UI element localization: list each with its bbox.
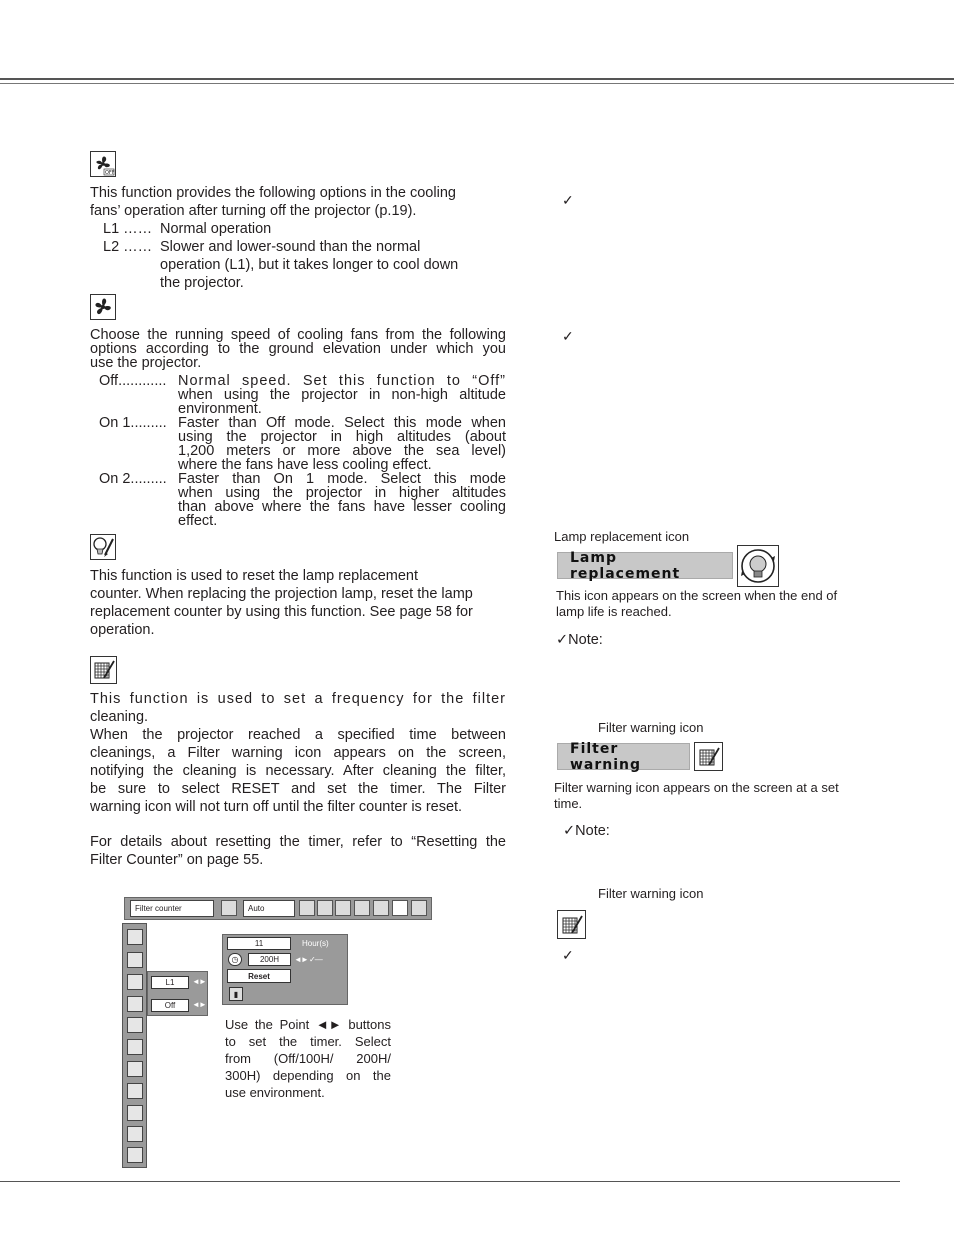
osd-tab-icon[interactable] [373, 900, 389, 916]
fan-icon [90, 294, 116, 320]
header-rule-thin [0, 83, 954, 84]
fan-option-desc: Slower and lower-sound than the normal operation (L1), but it takes longer to cool down the projector. [160, 239, 459, 291]
exit-icon[interactable]: ▮ [229, 987, 243, 1001]
note-heading-2: ✓Note: [563, 823, 610, 839]
osd-side-icon[interactable] [127, 1017, 143, 1033]
osd-tab-icon[interactable] [317, 900, 333, 916]
osd-menu-value: Auto [243, 900, 295, 917]
osd-side-icon[interactable] [127, 929, 143, 945]
filter-description: This function is used to set a frequency for the filter cleaning. When the projector reached a specified time between cleanings, a Filter warning icon appears on the screen, notifying the cleaning is necessary. After cleaning the filter, be sure to select RESET and set the timer. The Filter warning icon will not turn off until the filter counter is reset. [90, 691, 506, 815]
altitude-option-key: On 2......... [99, 471, 167, 487]
check-mark: ✓ [562, 192, 574, 208]
osd-fan-value[interactable]: L1 [151, 976, 189, 989]
filter-details: For details about resetting the timer, refer to “Resetting the Filter Counter” on page 55. [90, 834, 506, 868]
lamp-counter-icon [90, 534, 116, 560]
filter-icon [90, 656, 117, 684]
osd-timer-value[interactable]: 200H [248, 953, 291, 966]
fan-control-description: This function provides the following options in the cooling fans’ operation after turning off the projector (p.19). [90, 185, 456, 219]
osd-side-icon[interactable] [127, 1105, 143, 1121]
osd-tab-icon[interactable] [335, 900, 351, 916]
osd-side-icon[interactable] [127, 1147, 143, 1163]
altitude-option-key: Off............ [99, 373, 167, 389]
osd-fan-arrows[interactable]: ◄► [192, 977, 206, 986]
filter-icon-label: Filter warning icon [598, 720, 704, 735]
filter-icon-label-2: Filter warning icon [598, 886, 704, 901]
filter-caption: Filter warning icon appears on the screen at a set time. [554, 780, 839, 811]
osd-altitude-value[interactable]: Off [151, 999, 189, 1012]
osd-altitude-arrows[interactable]: ◄► [192, 1000, 206, 1009]
filter-warning-icon [557, 910, 586, 939]
altitude-description: Choose the running speed of cooling fans from the following options according to the ground elevation under which you use the projector. [90, 327, 506, 371]
osd-side-icon[interactable] [127, 952, 143, 968]
header-rule [0, 78, 954, 80]
osd-mode-icon [221, 900, 237, 916]
svg-text:OFF: OFF [105, 170, 115, 176]
osd-side-icon[interactable] [127, 1126, 143, 1142]
osd-side-icon[interactable] [127, 1083, 143, 1099]
clock-icon: ◷ [228, 953, 242, 966]
osd-timer-arrows[interactable]: ◄► ✓— [294, 955, 322, 964]
osd-tab-icon-selected[interactable] [392, 900, 408, 916]
altitude-option-desc: Faster than On 1 mode. Select this mode when using the projector in higher altitudes than above where the fans have lesser cooling effect. [178, 471, 506, 529]
fan-option-desc: Normal operation [160, 221, 272, 237]
osd-side-icon[interactable] [127, 974, 143, 990]
fan-off-icon [90, 151, 116, 177]
osd-side-icon[interactable] [127, 1039, 143, 1055]
altitude-option-desc: Normal speed. Set this function to “Off” when using the projector in non-high altitude environment. [178, 373, 506, 417]
osd-side-icon[interactable] [127, 996, 143, 1012]
footer-rule [0, 1181, 900, 1182]
lamp-caption: This icon appears on the screen when the end of lamp life is reached. [556, 588, 838, 619]
altitude-option-desc: Faster than Off mode. Select this mode when using the projector in high altitudes (about 1,200 meters or more above the sea level) where the fans have less cooling effect. [178, 415, 506, 473]
fan-option-key: L2 …… [103, 239, 153, 255]
osd-hours-label: Hour(s) [302, 939, 329, 948]
osd-tab-icon[interactable] [411, 900, 427, 916]
osd-menu-title: Filter counter [130, 900, 214, 917]
filter-warning-banner: Filter warning [557, 743, 690, 770]
osd-tab-icon[interactable] [299, 900, 315, 916]
osd-reset-button[interactable]: Reset [227, 969, 291, 983]
fan-option-key: L1 …… [103, 221, 153, 237]
osd-side-icon[interactable] [127, 1061, 143, 1077]
osd-tab-icon[interactable] [354, 900, 370, 916]
altitude-option-key: On 1......... [99, 415, 167, 431]
lamp-replacement-banner: Lamp replacement [557, 552, 733, 579]
filter-warning-icon [694, 742, 723, 771]
osd-side-menu [122, 923, 147, 1168]
osd-caption: Use the Point ◄► buttons to set the timer. Select from (Off/100H/ 200H/ 300H) depending on the use environment. [225, 1017, 391, 1100]
lamp-replacement-icon [737, 545, 779, 587]
check-mark: ✓ [562, 947, 574, 963]
lamp-icon-label: Lamp replacement icon [554, 529, 690, 544]
note-heading: ✓Note: [556, 632, 603, 648]
osd-hours-value: 11 [227, 937, 291, 950]
lamp-counter-description: This function is used to reset the lamp replacement counter. When replacing the projection lamp, reset the lamp replacement counter by using this function. See page 58 for operation. [90, 568, 473, 638]
check-mark: ✓ [562, 328, 574, 344]
